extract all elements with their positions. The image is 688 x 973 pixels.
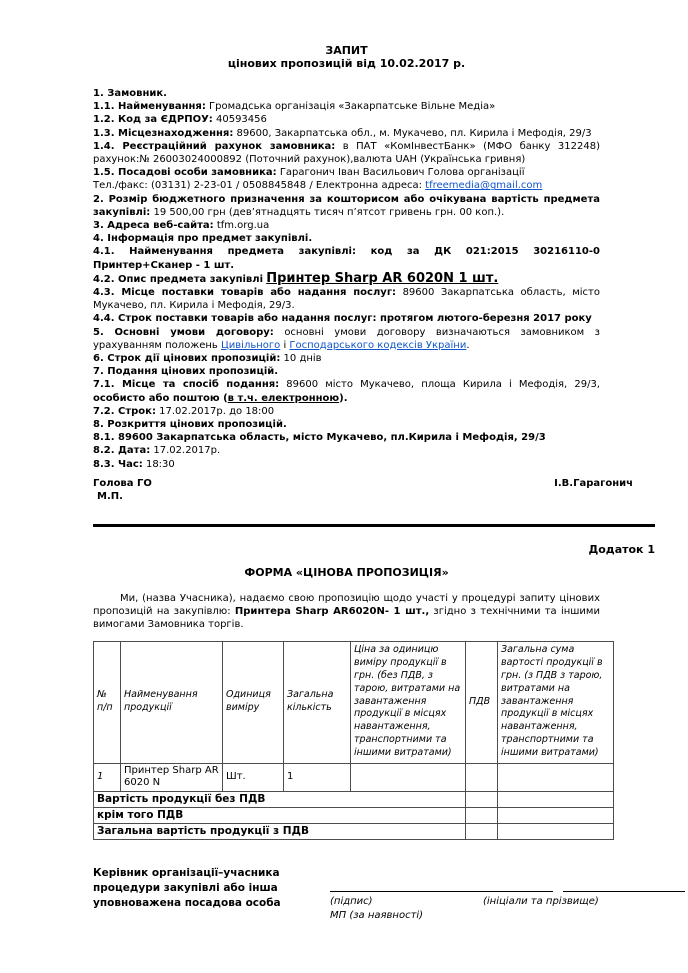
mp-caption: МП (за наявності) — [330, 909, 424, 921]
offer-intro-subject: Принтера Sharp AR6020N- 1 шт., — [234, 606, 430, 618]
clause-2-value: 19 500,00 грн (дев’ятнадцять тисяч п’ятсот гривень грн. 00 коп.). — [153, 206, 505, 218]
clause-1-5-value: Гарагонич Іван Васильович Голова організації — [279, 167, 525, 179]
summary-row — [94, 791, 614, 807]
cell-total — [498, 763, 614, 791]
clause-8-1 — [93, 431, 600, 444]
clause-6-value: 10 днів — [283, 353, 322, 365]
summary-total-cell-3 — [498, 823, 614, 839]
clause-1-4-label: 1.4. Реєстраційний рахунок замовника: — [93, 140, 336, 152]
mp-stamp-label: М.П. — [97, 491, 123, 503]
clause-8-2 — [93, 444, 600, 457]
clause-7-1-label: 7.1. Місце та спосіб подання: — [93, 379, 280, 391]
contact-label: Тел./факс: (03131) 2-23-01 / 0508845848 / Електронна адреса: — [93, 180, 422, 192]
clause-7-label: 7. Подання цінових пропозицій. — [93, 366, 279, 378]
clause-1-4-value: в ПАТ «КомІнвестБанк» (МФО банку 312248) рахунок:№ 26003024000892 (Поточний рахунок),валюта UAH (Українська гривня) — [93, 140, 600, 166]
clause-1-2 — [93, 113, 600, 126]
clause-4-2 — [93, 272, 600, 286]
signer-name: І.В.Гарагонич — [554, 477, 633, 489]
clause-5-mid: і — [283, 339, 287, 351]
doc-title-line2: цінових пропозицій від 10.02.2017 р. — [227, 57, 466, 70]
summary-label-no-vat: Вартість продукції без ПДВ — [94, 791, 466, 807]
clause-7-1-value: 89600 місто Мукачево, площа Кирила і Мефодія, 29/3, — [286, 379, 600, 391]
clause-1-5 — [93, 166, 600, 179]
clause-6 — [93, 352, 600, 365]
head-signature-row — [93, 477, 633, 491]
participant-head-line2: процедури закупівлі або інша — [93, 881, 278, 894]
clause-8-2-value: 17.02.2017р. — [153, 445, 221, 457]
initials-caption: (ініціали та прізвище) — [483, 895, 599, 907]
cell-num: 1 — [94, 763, 121, 791]
clause-4-4-text: 4.4. Строк поставки товарів або надання послуг: протягом лютого-березня 2017 року — [93, 313, 592, 325]
cell-unit-price — [351, 763, 466, 791]
clause-3-value: tfm.org.ua — [216, 220, 270, 232]
col-header-unit: Одиниця виміру — [223, 641, 284, 763]
col-header-vat: ПДВ — [466, 641, 498, 763]
clause-8-3 — [93, 458, 600, 471]
offer-table — [93, 641, 614, 840]
clause-8 — [93, 418, 600, 431]
cell-quantity: 1 — [284, 763, 351, 791]
clause-1-5-label: 1.5. Посадові особи замовника: — [93, 167, 277, 179]
name-line — [563, 891, 685, 892]
summary-label-vat-only: крім того ПДВ — [94, 807, 466, 823]
summary-vat-cell-2 — [466, 807, 498, 823]
clause-4-3-value: 89600 Закарпатська область, місто Мукачево, пл. Кирила і Мефодія, 29/3. — [93, 287, 600, 312]
clause-7-1-bold2: ). — [339, 392, 348, 404]
col-header-product: Найменування продукції — [121, 641, 223, 763]
clause-4-2-subject: Принтер Sharp AR 6020N 1 шт. — [266, 270, 499, 286]
participant-signature-block — [93, 866, 688, 973]
clause-1-2-value: 40593456 — [215, 114, 267, 126]
clause-4 — [93, 232, 600, 245]
doc-title — [93, 44, 600, 70]
civil-code-link[interactable]: Цивільного — [221, 339, 281, 351]
summary-row — [94, 807, 614, 823]
clause-8-3-value: 18:30 — [145, 458, 175, 470]
clause-1 — [93, 87, 600, 100]
cell-vat — [466, 763, 498, 791]
clause-4-1 — [93, 245, 600, 271]
clause-8-1-text: 8.1. 89600 Закарпатська область, місто Мукачево, пл.Кирила і Мефодія, 29/3 — [93, 432, 546, 444]
clause-7-1-bold1: особисто або поштою ( — [93, 392, 228, 404]
offer-intro-end: згідно з технічними та іншими вимогами Замовника торгів. — [93, 606, 600, 631]
summary-total-cell-1 — [498, 791, 614, 807]
cell-product: Принтер Sharp AR 6020 N — [121, 763, 223, 791]
col-header-total: Загальна сума вартості продукції в грн. (з ПДВ з тарою, витратами на завантаження продукції в місцях навантаження, транспортними та іншими витратами) — [498, 641, 614, 763]
form-title: ФОРМА «ЦІНОВА ПРОПОЗИЦІЯ» — [244, 565, 449, 579]
clause-7-1 — [93, 378, 600, 404]
clause-8-3-label: 8.3. Час: — [93, 458, 143, 470]
clause-5-period: . — [466, 339, 470, 351]
clause-6-label: 6. Строк дії цінових пропозицій: — [93, 353, 281, 365]
annex-label: Додаток 1 — [588, 542, 655, 556]
summary-total-cell-2 — [498, 807, 614, 823]
clause-1-3-label: 1.3. Місцезнаходження: — [93, 127, 234, 139]
economic-code-link[interactable]: Господарського кодексів України — [289, 339, 467, 351]
signer-position: Голова ГО — [93, 477, 152, 489]
clause-1-label: 1. Замовник. — [93, 88, 167, 99]
cell-unit: Шт. — [223, 763, 284, 791]
clause-1-1-value: Громадська організація «Закарпатське Вільне Медіа» — [209, 101, 496, 113]
clause-1-1 — [93, 100, 600, 113]
col-header-quantity: Загальна кількість — [284, 641, 351, 763]
offer-intro-start: Ми, (назва Учасника), надаємо свою пропозицію щодо участі у процедурі запиту цінових пропозицій на закупівлю: — [93, 592, 600, 618]
clause-4-label: 4. Інформація про предмет закупівлі. — [93, 233, 313, 245]
participant-head-line1: Керівник організації–учасника — [93, 866, 280, 879]
clause-8-label: 8. Розкриття цінових пропозицій. — [93, 419, 287, 431]
signature-line — [330, 891, 553, 892]
clause-2-label: 2. Розмір бюджетного призначення за кошторисом або очікувана вартість предмета закупівлі: — [93, 193, 600, 218]
clause-4-2-label: 4.2. Опис предмета закупівлі — [93, 273, 264, 285]
clause-3 — [93, 219, 600, 232]
clause-1-2-label: 1.2. Код за ЄДРПОУ: — [93, 114, 213, 126]
clause-7-2-label: 7.2. Строк: — [93, 405, 156, 417]
offer-intro — [93, 592, 600, 632]
offer-table-header-row — [94, 641, 614, 763]
clause-7-2 — [93, 405, 600, 418]
clause-5-value: основні умови договору визначаються замовником з урахуванням положень — [93, 326, 600, 351]
clause-7-2-value: 17.02.2017р. до 18:00 — [159, 405, 275, 417]
clause-3-label: 3. Адреса веб-сайта: — [93, 220, 214, 232]
contact-line — [93, 179, 600, 192]
signature-caption: (підпис) — [330, 895, 373, 907]
clause-7-1-underlined: в т.ч. електронною — [227, 392, 340, 404]
clause-4-4 — [93, 312, 600, 325]
clause-1-3-value: 89600, Закарпатська обл., м. Мукачево, пл. Кирила і Мефодія, 29/3 — [236, 127, 592, 139]
clause-4-3-label: 4.3. Місце поставки товарів або надання послуг: — [93, 287, 397, 299]
clause-8-2-label: 8.2. Дата: — [93, 445, 151, 457]
section-divider — [93, 524, 655, 527]
offer-table-data-row — [94, 763, 614, 791]
email-link[interactable]: tfreemedia@gmail.com — [425, 180, 543, 192]
participant-head-line3: уповноважена посадова особа — [93, 896, 281, 909]
col-header-num: № п/п — [94, 641, 121, 763]
summary-label-with-vat: Загальна вартість продукції з ПДВ — [94, 823, 466, 839]
clause-5 — [93, 326, 600, 352]
clause-2 — [93, 193, 600, 219]
summary-vat-cell-3 — [466, 823, 498, 839]
participant-head-title — [93, 866, 333, 911]
clause-1-4 — [93, 140, 600, 166]
col-header-unit-price: Ціна за одиницю виміру продукції в грн. (без ПДВ, з тарою, витратами на завантаження продукції в місцях навантаження, транспортними та іншими витратами) — [351, 641, 466, 763]
summary-row — [94, 823, 614, 839]
clause-5-label: 5. Основні умови договору: — [93, 326, 274, 338]
clause-1-3 — [93, 127, 600, 140]
clause-7 — [93, 365, 600, 378]
clause-4-1-text: 4.1. Найменування предмета закупівлі: код за ДК 021:2015 30216110-0 Принтер+Сканер - 1 шт. — [93, 246, 600, 271]
clause-4-3 — [93, 286, 600, 312]
doc-title-line1: ЗАПИТ — [325, 44, 368, 57]
clause-1-1-label: 1.1. Найменування: — [93, 101, 206, 113]
summary-vat-cell-1 — [466, 791, 498, 807]
